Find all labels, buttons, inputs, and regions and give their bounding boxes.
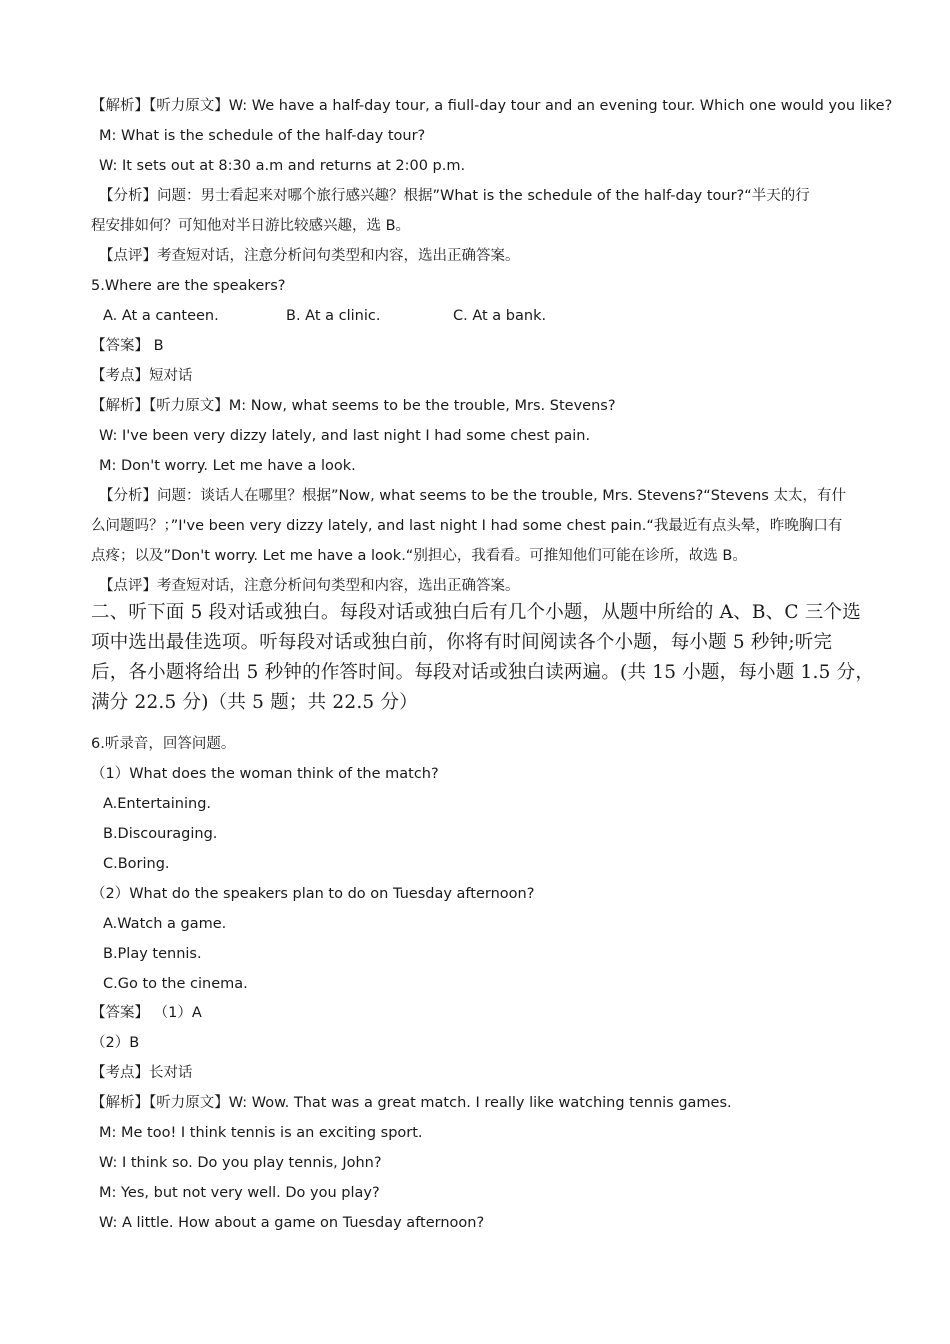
q5-topic: 【考点】短对话	[91, 368, 193, 384]
q5-option-c: C. At a bank.	[453, 308, 547, 324]
q5-options-row	[0, 306, 950, 326]
q5-transcript-line: M: Don't worry. Let me have a look.	[99, 458, 356, 474]
q5-option-a: A. At a canteen.	[103, 308, 219, 324]
q6-subquestion-2: （2）What do the speakers plan to do on Tuesday afternoon?	[91, 886, 535, 902]
q6-transcript-line: 【解析】【听力原文】W: Wow. That was a great match. I really like watching tennis games.	[91, 1095, 732, 1111]
section-2-heading-line: 满分 22.5 分)（共 5 题；共 22.5 分）	[91, 692, 418, 713]
q5-analysis-line: 点疼；以及”Don't worry. Let me have a look.“别担心，我看看。可推知他们可能在诊所，故选 B。	[91, 548, 747, 564]
q4-analysis-line: 程安排如何？可知他对半日游比较感兴趣，选 B。	[91, 218, 411, 234]
section-2-heading-line: 项中选出最佳选项。听每段对话或独白前，你将有时间阅读各个小题，每小题 5 秒钟;听完	[91, 632, 833, 653]
q6-1-option-c: C.Boring.	[103, 856, 170, 872]
section-2-heading-line: 二、听下面 5 段对话或独白。每段对话或独白后有几个小题，从题中所给的 A、B、C 三个选	[91, 602, 861, 623]
q4-analysis-transcript-line: 【解析】【听力原文】W: We have a half-day tour, a fiull-day tour and an evening tour. Which one would you like?	[91, 98, 893, 114]
q6-1-option-b: B.Discouraging.	[103, 826, 218, 842]
q5-question: 5.Where are the speakers?	[91, 278, 286, 294]
q6-answer-2: （2）B	[91, 1035, 140, 1051]
q4-transcript-line: M: What is the schedule of the half-day tour?	[99, 128, 426, 144]
q6-2-option-c: C.Go to the cinema.	[103, 976, 248, 992]
q5-comment-line: 【点评】考查短对话，注意分析问句类型和内容，选出正确答案。	[99, 578, 520, 594]
q4-analysis-line: 【分析】问题：男士看起来对哪个旅行感兴趣？根据”What is the schedule of the half-day tour?“半天的行	[99, 188, 810, 204]
q4-comment-line: 【点评】考查短对话，注意分析问句类型和内容，选出正确答案。	[99, 248, 520, 264]
q5-transcript-line: W: I've been very dizzy lately, and last night I had some chest pain.	[99, 428, 591, 444]
q6-answer-1: 【答案】 （1）A	[91, 1005, 202, 1021]
q5-answer: 【答案】 B	[91, 338, 164, 354]
q5-option-b: B. At a clinic.	[286, 308, 381, 324]
q6-subquestion-1: （1）What does the woman think of the match?	[91, 766, 439, 782]
q6-question: 6.听录音，回答问题。	[91, 736, 236, 752]
q6-2-option-b: B.Play tennis.	[103, 946, 202, 962]
q5-analysis-line: 【分析】问题：谈话人在哪里？根据”Now, what seems to be the trouble, Mrs. Stevens?“Stevens 太太，有什	[99, 488, 846, 504]
q6-topic: 【考点】长对话	[91, 1065, 193, 1081]
q6-transcript-line: M: Yes, but not very well. Do you play?	[99, 1185, 380, 1201]
q5-analysis-line: 么问题吗？；”I've been very dizzy lately, and last night I had some chest pain.“我最近有点头晕，昨晚胸口有	[91, 518, 843, 534]
q6-2-option-a: A.Watch a game.	[103, 916, 227, 932]
q6-transcript-line: M: Me too! I think tennis is an exciting sport.	[99, 1125, 423, 1141]
q6-transcript-line: W: A little. How about a game on Tuesday afternoon?	[99, 1215, 485, 1231]
q4-transcript-line: W: It sets out at 8:30 a.m and returns at 2:00 p.m.	[99, 158, 466, 174]
q6-1-option-a: A.Entertaining.	[103, 796, 212, 812]
section-2-heading-line: 后，各小题将给出 5 秒钟的作答时间。每段对话或独白读两遍。(共 15 小题，每小题 1.5 分，	[91, 662, 875, 683]
q6-transcript-line: W: I think so. Do you play tennis, John?	[99, 1155, 382, 1171]
q5-transcript-line: 【解析】【听力原文】M: Now, what seems to be the trouble, Mrs. Stevens?	[91, 398, 616, 414]
